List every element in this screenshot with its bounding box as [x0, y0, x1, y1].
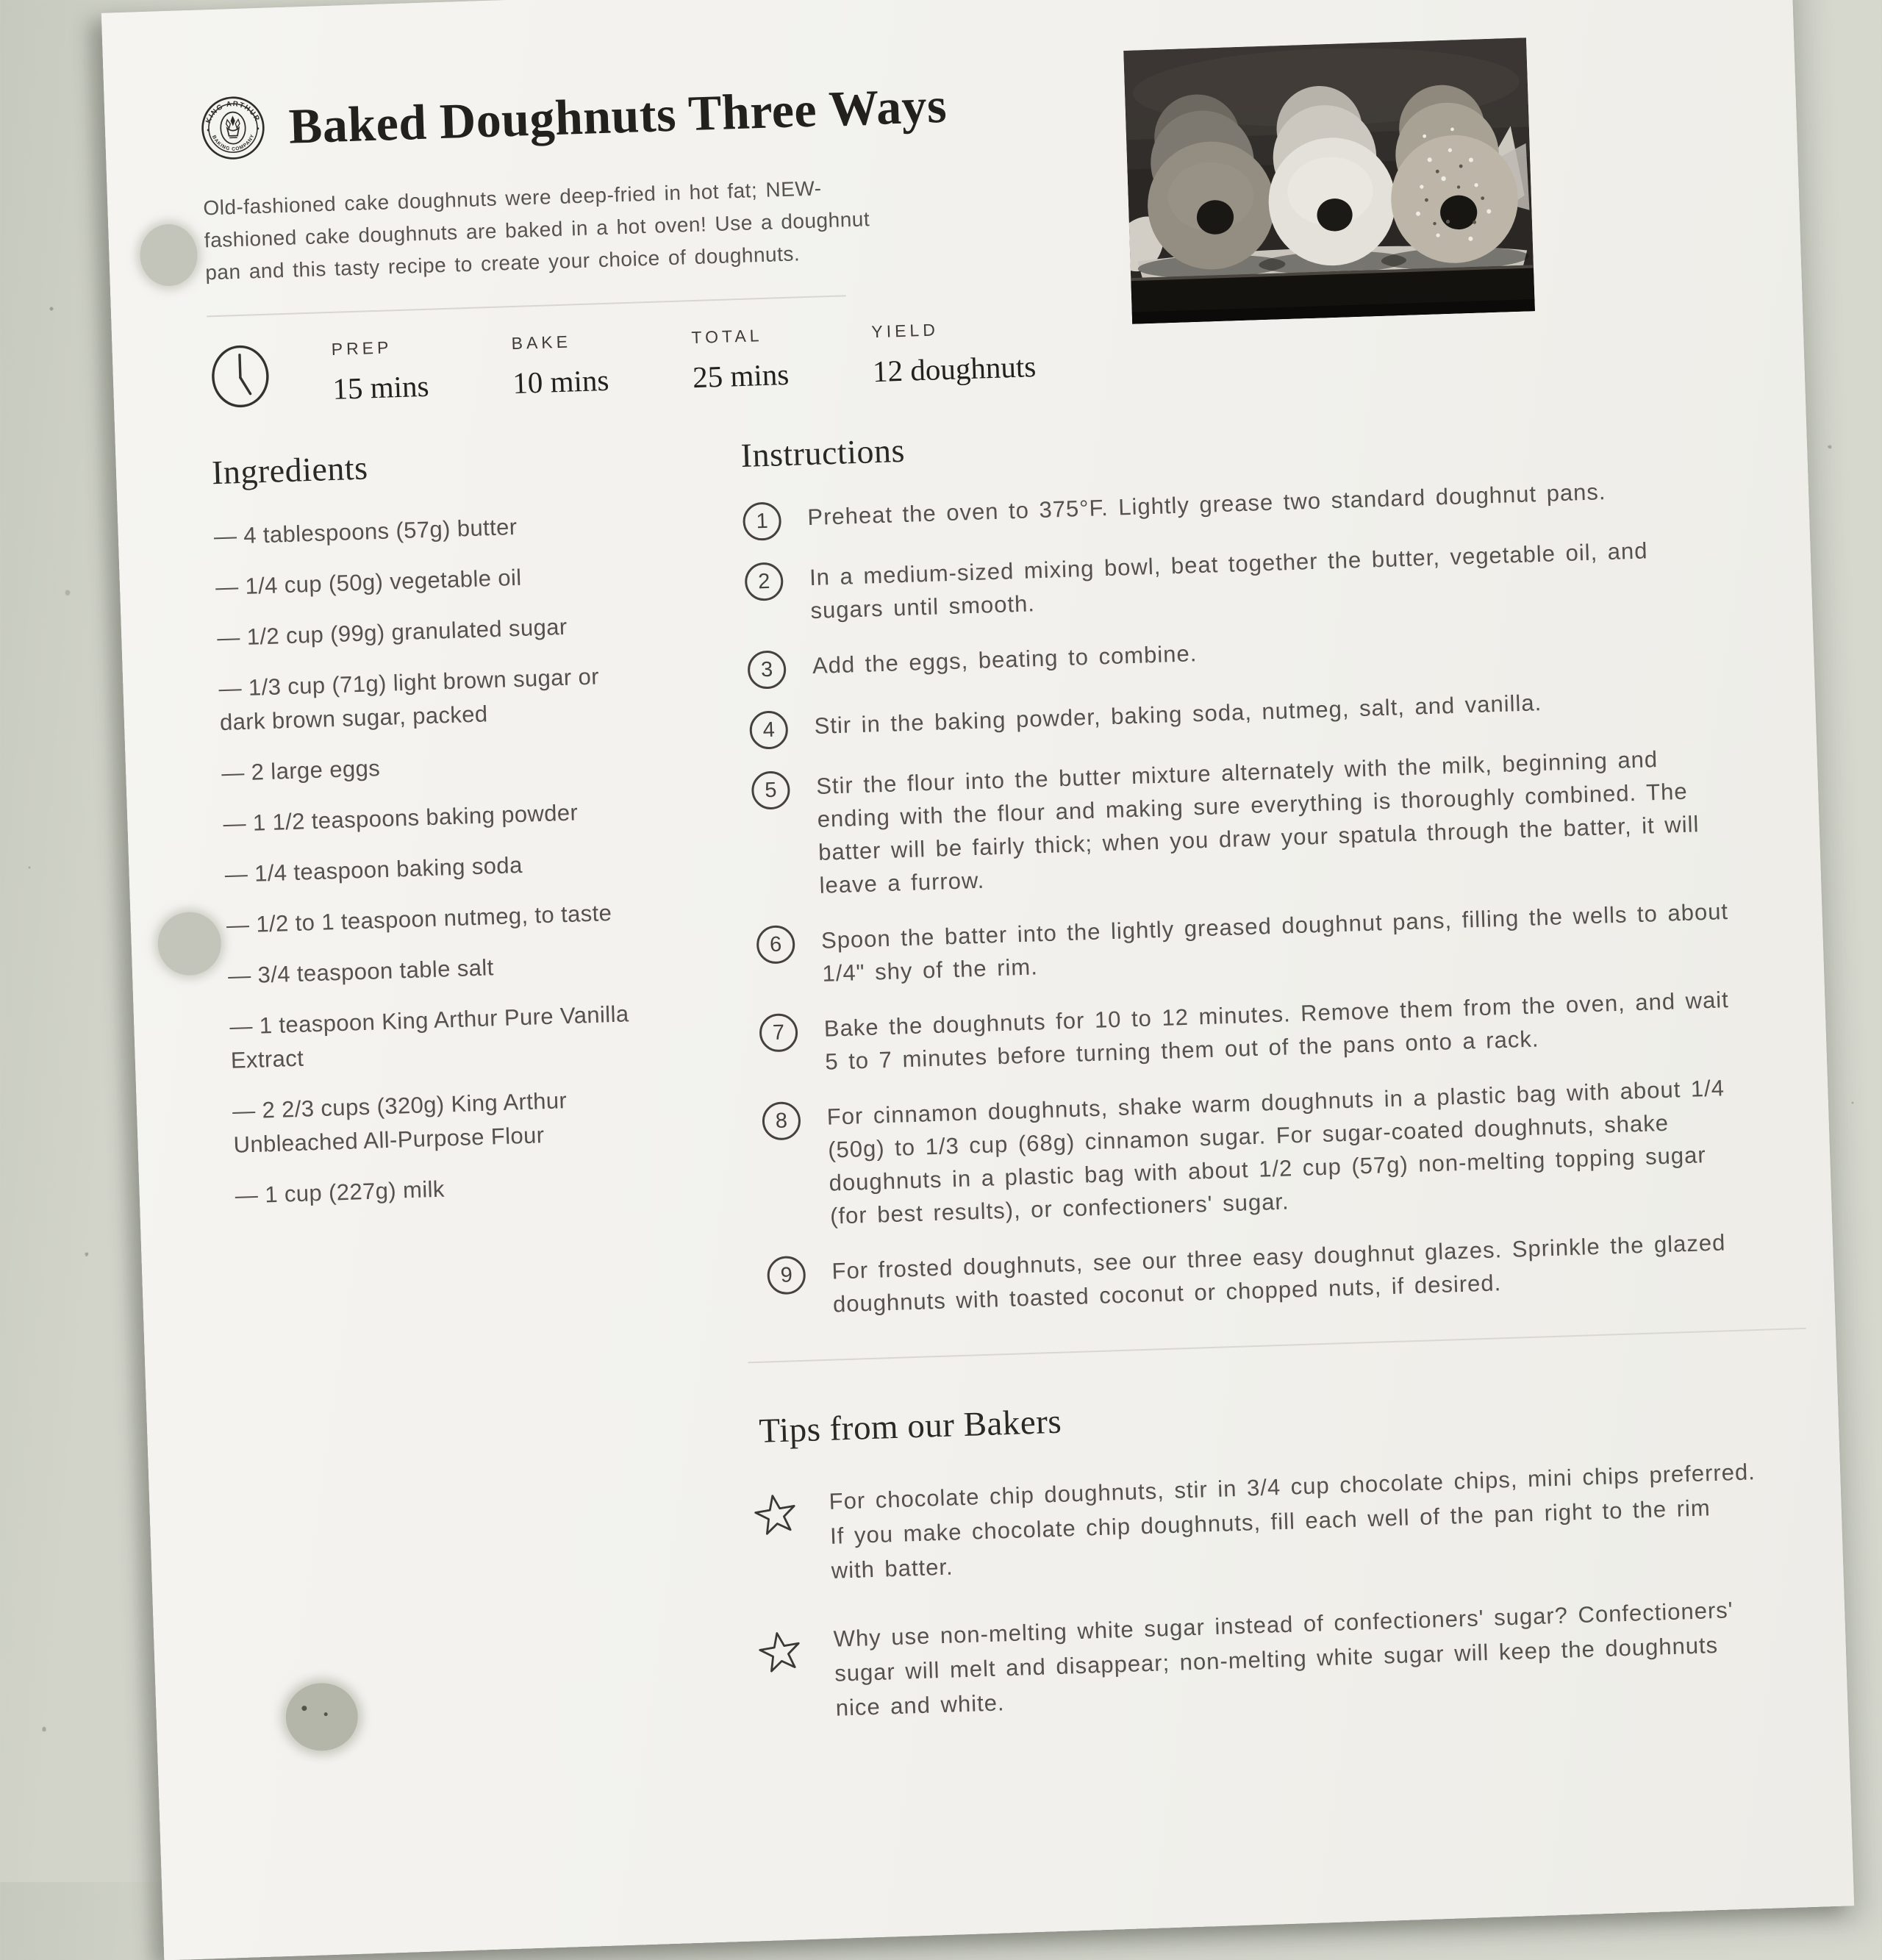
meta-label: PREP — [331, 334, 512, 360]
stain-speck — [301, 1706, 307, 1711]
ingredients-section — [211, 439, 666, 1229]
step-text: Stir in the baking powder, baking soda, nutmeg, salt, and vanilla. — [814, 686, 1542, 748]
meta-bake — [511, 328, 693, 401]
logo-text-bottom: BAKING COMPANY — [211, 133, 256, 152]
instruction-step — [751, 740, 1744, 904]
ingredient-item: — 2 large eggs — [221, 743, 652, 790]
tips-section — [748, 1327, 1847, 1728]
king-arthur-logo-icon — [200, 95, 267, 162]
instruction-step — [767, 1225, 1757, 1323]
step-number: 5 — [751, 770, 791, 810]
step-text: Spoon the batter into the lightly greased doughnut pans, filling the wells to about 1/4" shy of the rim. — [820, 895, 1741, 990]
ingredient-item: — 3/4 teaspoon table salt — [227, 945, 658, 993]
ingredient-item: — 1 teaspoon King Arthur Pure Vanilla Extract — [229, 996, 662, 1078]
step-number: 7 — [759, 1013, 798, 1053]
instruction-step — [743, 471, 1732, 541]
meta-label: YIELD — [871, 316, 1052, 342]
instructions-heading: Instructions — [740, 404, 1730, 475]
meta-value: 12 doughnuts — [872, 348, 1053, 389]
tip-item — [756, 1589, 1847, 1728]
ingredient-item: — 1/4 cup (50g) vegetable oil — [215, 557, 645, 604]
header — [200, 47, 1745, 162]
ingredient-item: — 1/3 cup (71g) light brown sugar or dark brown sugar, packed — [218, 658, 651, 740]
instruction-step — [747, 619, 1736, 689]
step-text: Bake the doughnuts for 10 to 12 minutes. Remove them from the oven, and wait 5 to 7 minutes before turning them out of the pans onto a rack. — [823, 982, 1744, 1078]
step-text: For frosted doughnuts, see our three easy doughnut glazes. Sprinkle the glazed doughnuts with toasted coconut or chopped nuts, if desired. — [831, 1225, 1752, 1320]
tip-text: For chocolate chip doughnuts, stir in 3/4 cup chocolate chips, mini chips preferred. If you make chocolate chip doughnuts, fill each well of the pan right to the rim with batter. — [829, 1454, 1765, 1588]
meta-value: 25 mins — [692, 354, 873, 395]
star-icon — [756, 1628, 804, 1675]
step-number: 2 — [744, 562, 784, 601]
recipe-sheet — [101, 0, 1854, 1960]
instruction-step — [749, 679, 1739, 749]
divider — [207, 295, 846, 317]
tip-item — [752, 1452, 1843, 1591]
step-number: 3 — [747, 650, 787, 690]
meta-prep — [331, 334, 513, 407]
step-number: 6 — [756, 925, 795, 965]
meta-value: 10 mins — [512, 360, 693, 401]
page-title: Baked Doughnuts Three Ways — [288, 76, 948, 155]
instructions-section — [740, 404, 1758, 1345]
ingredient-item: — 1/2 cup (99g) granulated sugar — [217, 607, 648, 655]
instruction-step — [759, 982, 1749, 1080]
ingredient-item: — 1/2 to 1 teaspoon nutmeg, to taste — [226, 895, 656, 943]
ingredient-item: — 1 1/2 teaspoons baking powder — [223, 793, 654, 841]
tips-heading: Tips from our Bakers — [759, 1377, 1839, 1451]
meta-total — [691, 322, 873, 395]
step-text: For cinnamon doughnuts, shake warm doughnuts in a plastic bag with about 1/4 (50g) to 1/3 cup (68g) cinnamon sugar. For sugar-coated doughnuts, shake doughnuts in a plastic bag with about 1/2 cup (57g) non-melting topping sugar (for best results), or confectioners' sugar. — [826, 1070, 1749, 1232]
step-number: 4 — [749, 710, 789, 750]
ingredients-heading: Ingredients — [211, 439, 642, 492]
meta-value: 15 mins — [332, 365, 513, 407]
meta-label: BAKE — [511, 328, 692, 354]
intro-text: Old-fashioned cake doughnuts were deep-fried in hot fat; NEW-fashioned cake doughnuts are baked in a hot oven! Use a doughnut pan and this tasty recipe to create your choice of doughnuts. — [203, 169, 912, 289]
instruction-step — [756, 894, 1746, 992]
stain-speck — [324, 1712, 328, 1716]
ingredient-item: — 2 2/3 cups (320g) King Arthur Unbleached All-Purpose Flour — [232, 1081, 664, 1162]
tip-text: Why use non-melting white sugar instead of confectioners' sugar? Confectioners' sugar will melt and disappear; non-melting white sugar will keep the doughnuts nice and white. — [833, 1592, 1770, 1725]
step-text: Add the eggs, beating to combine. — [812, 637, 1198, 687]
step-text: Preheat the oven to 375°F. Lightly grease two standard doughnut pans. — [807, 475, 1607, 539]
step-number: 9 — [767, 1256, 806, 1295]
logo-text-top: KING ARTHUR — [204, 99, 261, 125]
recipe-body — [211, 404, 1783, 1362]
ingredient-item: — 1 cup (227g) milk — [235, 1165, 665, 1213]
step-text: Stir the flour into the butter mixture alternately with the milk, beginning and ending with the flour and making sure everything is thoroughly combined. The batter will be fairly thick; when you draw your spatula through the batter, it will leave a furrow. — [816, 740, 1739, 902]
step-number: 8 — [762, 1101, 801, 1141]
recipe-meta — [207, 294, 1753, 411]
ingredient-item: — 4 tablespoons (57g) butter — [213, 506, 644, 554]
instruction-step — [744, 532, 1734, 629]
meta-label: TOTAL — [691, 322, 872, 348]
clock-icon — [207, 343, 273, 409]
step-text: In a medium-sized mixing bowl, beat together the butter, vegetable oil, and sugars until smooth. — [809, 532, 1729, 627]
instruction-step — [762, 1070, 1754, 1234]
step-number: 1 — [743, 501, 782, 541]
ingredient-item: — 1/4 teaspoon baking soda — [224, 844, 655, 892]
star-icon — [752, 1491, 799, 1538]
meta-yield — [871, 316, 1053, 389]
